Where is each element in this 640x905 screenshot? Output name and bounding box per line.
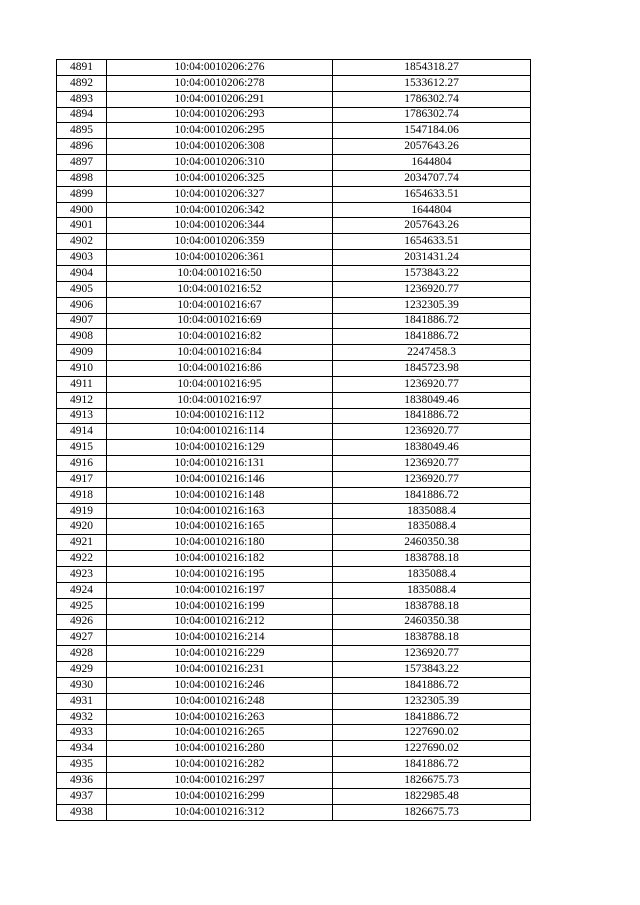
value-cell: 1644804 bbox=[333, 202, 531, 218]
table-row bbox=[57, 693, 531, 709]
value-cell: 1654633.51 bbox=[333, 186, 531, 202]
value-cell: 1786302.74 bbox=[333, 91, 531, 107]
value-cell: 1841886.72 bbox=[333, 487, 531, 503]
value-cell: 1841886.72 bbox=[333, 677, 531, 693]
value-cell: 1533612.27 bbox=[333, 75, 531, 91]
row-number-cell: 4906 bbox=[57, 297, 107, 313]
value-cell: 1838049.46 bbox=[333, 392, 531, 408]
row-number-cell: 4893 bbox=[57, 91, 107, 107]
table-row bbox=[57, 60, 531, 76]
row-number-cell: 4921 bbox=[57, 535, 107, 551]
value-cell: 1232305.39 bbox=[333, 693, 531, 709]
value-cell: 1232305.39 bbox=[333, 297, 531, 313]
row-number-cell: 4897 bbox=[57, 155, 107, 171]
row-number-cell: 4910 bbox=[57, 361, 107, 377]
table-row bbox=[57, 186, 531, 202]
row-number-cell: 4935 bbox=[57, 757, 107, 773]
row-number-cell: 4895 bbox=[57, 123, 107, 139]
value-cell: 1835088.4 bbox=[333, 582, 531, 598]
data-table bbox=[56, 59, 531, 821]
row-number-cell: 4912 bbox=[57, 392, 107, 408]
row-number-cell: 4927 bbox=[57, 630, 107, 646]
cadastral-number-cell: 10:04:0010216:84 bbox=[107, 345, 333, 361]
table-row bbox=[57, 440, 531, 456]
value-cell: 1854318.27 bbox=[333, 60, 531, 76]
table-row bbox=[57, 392, 531, 408]
table-row bbox=[57, 456, 531, 472]
table-row bbox=[57, 788, 531, 804]
value-cell: 1826675.73 bbox=[333, 804, 531, 820]
table-row bbox=[57, 804, 531, 820]
row-number-cell: 4915 bbox=[57, 440, 107, 456]
table-row bbox=[57, 535, 531, 551]
row-number-cell: 4899 bbox=[57, 186, 107, 202]
cadastral-number-cell: 10:04:0010206:310 bbox=[107, 155, 333, 171]
row-number-cell: 4925 bbox=[57, 598, 107, 614]
value-cell: 1841886.72 bbox=[333, 313, 531, 329]
table-row bbox=[57, 582, 531, 598]
row-number-cell: 4901 bbox=[57, 218, 107, 234]
table-row bbox=[57, 630, 531, 646]
row-number-cell: 4937 bbox=[57, 788, 107, 804]
table-row bbox=[57, 471, 531, 487]
row-number-cell: 4902 bbox=[57, 234, 107, 250]
cadastral-number-cell: 10:04:0010216:297 bbox=[107, 772, 333, 788]
cadastral-number-cell: 10:04:0010216:231 bbox=[107, 662, 333, 678]
value-cell: 1786302.74 bbox=[333, 107, 531, 123]
table-row bbox=[57, 123, 531, 139]
row-number-cell: 4894 bbox=[57, 107, 107, 123]
value-cell: 1236920.77 bbox=[333, 281, 531, 297]
value-cell: 1573843.22 bbox=[333, 662, 531, 678]
row-number-cell: 4924 bbox=[57, 582, 107, 598]
cadastral-number-cell: 10:04:0010206:278 bbox=[107, 75, 333, 91]
cadastral-number-cell: 10:04:0010206:291 bbox=[107, 91, 333, 107]
cadastral-number-cell: 10:04:0010216:282 bbox=[107, 757, 333, 773]
cadastral-number-cell: 10:04:0010216:50 bbox=[107, 265, 333, 281]
row-number-cell: 4928 bbox=[57, 646, 107, 662]
value-cell: 1547184.06 bbox=[333, 123, 531, 139]
value-cell: 1822985.48 bbox=[333, 788, 531, 804]
value-cell: 1236920.77 bbox=[333, 376, 531, 392]
row-number-cell: 4908 bbox=[57, 329, 107, 345]
table-row bbox=[57, 725, 531, 741]
value-cell: 2031431.24 bbox=[333, 250, 531, 266]
value-cell: 1841886.72 bbox=[333, 329, 531, 345]
cadastral-number-cell: 10:04:0010216:199 bbox=[107, 598, 333, 614]
cadastral-number-cell: 10:04:0010216:112 bbox=[107, 408, 333, 424]
table-row bbox=[57, 107, 531, 123]
value-cell: 1227690.02 bbox=[333, 741, 531, 757]
cadastral-number-cell: 10:04:0010216:148 bbox=[107, 487, 333, 503]
cadastral-number-cell: 10:04:0010206:276 bbox=[107, 60, 333, 76]
row-number-cell: 4917 bbox=[57, 471, 107, 487]
value-cell: 1841886.72 bbox=[333, 709, 531, 725]
table-row bbox=[57, 598, 531, 614]
value-cell: 1841886.72 bbox=[333, 408, 531, 424]
value-cell: 1227690.02 bbox=[333, 725, 531, 741]
value-cell: 2460350.38 bbox=[333, 535, 531, 551]
row-number-cell: 4913 bbox=[57, 408, 107, 424]
table-row bbox=[57, 567, 531, 583]
cadastral-number-cell: 10:04:0010216:131 bbox=[107, 456, 333, 472]
value-cell: 1838788.18 bbox=[333, 598, 531, 614]
table-row bbox=[57, 408, 531, 424]
cadastral-number-cell: 10:04:0010206:327 bbox=[107, 186, 333, 202]
cadastral-number-cell: 10:04:0010216:69 bbox=[107, 313, 333, 329]
cadastral-number-cell: 10:04:0010216:195 bbox=[107, 567, 333, 583]
table-row bbox=[57, 234, 531, 250]
cadastral-number-cell: 10:04:0010216:182 bbox=[107, 551, 333, 567]
row-number-cell: 4932 bbox=[57, 709, 107, 725]
value-cell: 1573843.22 bbox=[333, 265, 531, 281]
cadastral-number-cell: 10:04:0010216:163 bbox=[107, 503, 333, 519]
value-cell: 1236920.77 bbox=[333, 471, 531, 487]
row-number-cell: 4922 bbox=[57, 551, 107, 567]
table-row bbox=[57, 170, 531, 186]
value-cell: 1835088.4 bbox=[333, 519, 531, 535]
row-number-cell: 4920 bbox=[57, 519, 107, 535]
cadastral-number-cell: 10:04:0010216:114 bbox=[107, 424, 333, 440]
cadastral-number-cell: 10:04:0010216:312 bbox=[107, 804, 333, 820]
table-row bbox=[57, 155, 531, 171]
cadastral-number-cell: 10:04:0010206:344 bbox=[107, 218, 333, 234]
table-row bbox=[57, 139, 531, 155]
cadastral-number-cell: 10:04:0010206:359 bbox=[107, 234, 333, 250]
row-number-cell: 4918 bbox=[57, 487, 107, 503]
row-number-cell: 4900 bbox=[57, 202, 107, 218]
table-row bbox=[57, 551, 531, 567]
row-number-cell: 4905 bbox=[57, 281, 107, 297]
table-row bbox=[57, 329, 531, 345]
table-row bbox=[57, 424, 531, 440]
row-number-cell: 4919 bbox=[57, 503, 107, 519]
row-number-cell: 4904 bbox=[57, 265, 107, 281]
value-cell: 1236920.77 bbox=[333, 424, 531, 440]
row-number-cell: 4926 bbox=[57, 614, 107, 630]
value-cell: 1654633.51 bbox=[333, 234, 531, 250]
cadastral-number-cell: 10:04:0010216:180 bbox=[107, 535, 333, 551]
value-cell: 1835088.4 bbox=[333, 503, 531, 519]
value-cell: 1236920.77 bbox=[333, 646, 531, 662]
row-number-cell: 4923 bbox=[57, 567, 107, 583]
table-row bbox=[57, 709, 531, 725]
cadastral-number-cell: 10:04:0010216:86 bbox=[107, 361, 333, 377]
row-number-cell: 4914 bbox=[57, 424, 107, 440]
row-number-cell: 4934 bbox=[57, 741, 107, 757]
value-cell: 2460350.38 bbox=[333, 614, 531, 630]
table-row bbox=[57, 614, 531, 630]
cadastral-number-cell: 10:04:0010216:229 bbox=[107, 646, 333, 662]
cadastral-number-cell: 10:04:0010206:293 bbox=[107, 107, 333, 123]
row-number-cell: 4930 bbox=[57, 677, 107, 693]
cadastral-number-cell: 10:04:0010216:197 bbox=[107, 582, 333, 598]
value-cell: 1845723.98 bbox=[333, 361, 531, 377]
table-row bbox=[57, 218, 531, 234]
table-row bbox=[57, 91, 531, 107]
row-number-cell: 4896 bbox=[57, 139, 107, 155]
table-row bbox=[57, 487, 531, 503]
cadastral-number-cell: 10:04:0010216:95 bbox=[107, 376, 333, 392]
cadastral-number-cell: 10:04:0010216:263 bbox=[107, 709, 333, 725]
cadastral-number-cell: 10:04:0010216:214 bbox=[107, 630, 333, 646]
table-row bbox=[57, 361, 531, 377]
table-row bbox=[57, 662, 531, 678]
row-number-cell: 4898 bbox=[57, 170, 107, 186]
cadastral-number-cell: 10:04:0010216:97 bbox=[107, 392, 333, 408]
cadastral-number-cell: 10:04:0010216:146 bbox=[107, 471, 333, 487]
table-row bbox=[57, 313, 531, 329]
table-row bbox=[57, 757, 531, 773]
value-cell: 1838049.46 bbox=[333, 440, 531, 456]
cadastral-number-cell: 10:04:0010206:295 bbox=[107, 123, 333, 139]
table-row bbox=[57, 250, 531, 266]
cadastral-number-cell: 10:04:0010216:248 bbox=[107, 693, 333, 709]
cadastral-number-cell: 10:04:0010206:325 bbox=[107, 170, 333, 186]
row-number-cell: 4933 bbox=[57, 725, 107, 741]
table-row bbox=[57, 503, 531, 519]
row-number-cell: 4931 bbox=[57, 693, 107, 709]
table-row bbox=[57, 345, 531, 361]
value-cell: 1841886.72 bbox=[333, 757, 531, 773]
value-cell: 2247458.3 bbox=[333, 345, 531, 361]
cadastral-number-cell: 10:04:0010206:342 bbox=[107, 202, 333, 218]
row-number-cell: 4903 bbox=[57, 250, 107, 266]
table-body bbox=[57, 60, 531, 821]
value-cell: 1826675.73 bbox=[333, 772, 531, 788]
value-cell: 2057643.26 bbox=[333, 218, 531, 234]
value-cell: 1838788.18 bbox=[333, 630, 531, 646]
table-row bbox=[57, 677, 531, 693]
cadastral-number-cell: 10:04:0010216:82 bbox=[107, 329, 333, 345]
cadastral-number-cell: 10:04:0010216:299 bbox=[107, 788, 333, 804]
cadastral-number-cell: 10:04:0010216:67 bbox=[107, 297, 333, 313]
row-number-cell: 4938 bbox=[57, 804, 107, 820]
value-cell: 1644804 bbox=[333, 155, 531, 171]
value-cell: 1835088.4 bbox=[333, 567, 531, 583]
table-row bbox=[57, 519, 531, 535]
cadastral-number-cell: 10:04:0010216:52 bbox=[107, 281, 333, 297]
row-number-cell: 4911 bbox=[57, 376, 107, 392]
table-row bbox=[57, 75, 531, 91]
table-row bbox=[57, 741, 531, 757]
row-number-cell: 4936 bbox=[57, 772, 107, 788]
row-number-cell: 4891 bbox=[57, 60, 107, 76]
table-row bbox=[57, 646, 531, 662]
cadastral-number-cell: 10:04:0010216:212 bbox=[107, 614, 333, 630]
table-row bbox=[57, 265, 531, 281]
row-number-cell: 4909 bbox=[57, 345, 107, 361]
value-cell: 2057643.26 bbox=[333, 139, 531, 155]
table-row bbox=[57, 376, 531, 392]
table-row bbox=[57, 297, 531, 313]
cadastral-number-cell: 10:04:0010216:165 bbox=[107, 519, 333, 535]
cadastral-number-cell: 10:04:0010216:280 bbox=[107, 741, 333, 757]
table-row bbox=[57, 772, 531, 788]
row-number-cell: 4916 bbox=[57, 456, 107, 472]
value-cell: 1236920.77 bbox=[333, 456, 531, 472]
cadastral-number-cell: 10:04:0010216:129 bbox=[107, 440, 333, 456]
row-number-cell: 4929 bbox=[57, 662, 107, 678]
table-row bbox=[57, 202, 531, 218]
cadastral-number-cell: 10:04:0010216:265 bbox=[107, 725, 333, 741]
row-number-cell: 4907 bbox=[57, 313, 107, 329]
value-cell: 1838788.18 bbox=[333, 551, 531, 567]
row-number-cell: 4892 bbox=[57, 75, 107, 91]
cadastral-number-cell: 10:04:0010206:308 bbox=[107, 139, 333, 155]
cadastral-number-cell: 10:04:0010206:361 bbox=[107, 250, 333, 266]
cadastral-number-cell: 10:04:0010216:246 bbox=[107, 677, 333, 693]
table-row bbox=[57, 281, 531, 297]
value-cell: 2034707.74 bbox=[333, 170, 531, 186]
